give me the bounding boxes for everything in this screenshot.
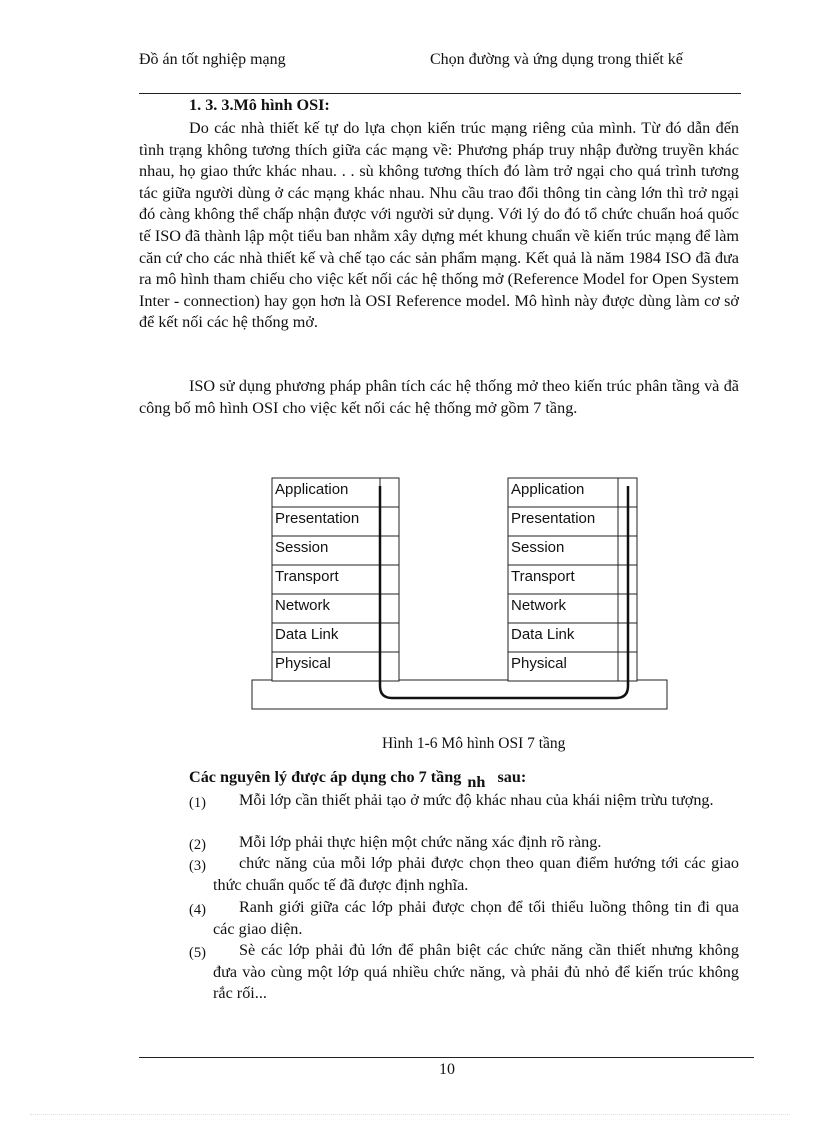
list-item-number: (4)	[189, 902, 206, 918]
list-item	[189, 832, 739, 854]
page-number: 10	[439, 1061, 455, 1078]
list-item	[189, 897, 739, 940]
list-item-text: Mỗi lớp cần thiết phải tạo ở mức độ khác nhau của khái niệm trừu tượng.	[239, 791, 714, 809]
left-layer-presentation: Presentation	[275, 510, 360, 527]
left-layer-data-link: Data Link	[275, 626, 339, 643]
right-layer-physical: Physical	[511, 655, 567, 672]
paragraph-intro: Do các nhà thiết kế tự do lựa chọn kiến trúc mạng riêng của mình. Từ đó dẫn đến tình trạng không tương thích giữa các mạng về: Phương pháp truy nhập đường truyền khác nhau, họ giao thức khác nhau. . . sù không tương thích đó làm trở ngại cho quá trình tương tác giữa người dùng ở các mạng khác nhau. Nhu cầu trao đổi thông tin càng lớn thì trở ngại đó càng không thể chấp nhận được với người sử dụng. Với lý do đó tổ chức chuẩn hoá quốc tế ISO đã thành lập một tiểu ban nhằm xây dựng mét khung chuẩn về kiến trúc mạng để làm căn cứ cho các nhà thiết kế và chế tạo các sản phẩm mạng. Kết quả là năm 1984 ISO đã đưa ra mô hình tham chiếu cho việc kết nối các hệ thống mở (Reference Model for Open System Inter - connection) hay gọn hơn là OSI Reference model. Mô hình này được dùng làm cơ sở để kết nối các hệ thống mở.	[139, 119, 739, 332]
right-layer-application: Application	[511, 481, 585, 498]
list-item	[189, 853, 739, 896]
principles-heading-main: Các nguyên lý được áp dụng cho 7 tầng	[189, 768, 462, 786]
figure-caption: Hình 1-6 Mô hình OSI 7 tầng	[382, 735, 566, 752]
principles-heading-sub: nh	[467, 773, 486, 791]
section-heading: 1. 3. 3.Mô hình OSI:	[189, 96, 330, 114]
physical-medium-box	[252, 680, 667, 709]
principles-heading-end: sau:	[497, 768, 527, 786]
list-item-text: Ranh giới giữa các lớp phải được chọn để tối thiểu luồng thông tin đi qua các giao diện.	[213, 898, 739, 938]
right-layer-transport: Transport	[511, 568, 575, 585]
right-layer-network: Network	[511, 597, 567, 614]
page-bottom-border	[30, 1114, 790, 1115]
right-layer-data-link: Data Link	[511, 626, 575, 643]
left-layer-session: Session	[275, 539, 329, 556]
paragraph-iso: ISO sử dụng phương pháp phân tích các hệ thống mở theo kiến trúc phân tầng và đã công bố mô hình OSI cho việc kết nối các hệ thống mở gồm 7 tầng.	[139, 377, 739, 417]
left-layer-transport: Transport	[275, 568, 339, 585]
list-item-text: Mỗi lớp phải thực hiện một chức năng xác định rõ ràng.	[239, 833, 602, 851]
list-item-number: (2)	[189, 837, 206, 853]
list-item-number: (1)	[189, 795, 206, 811]
header-left: Đồ án tốt nghiệp mạng	[139, 51, 286, 68]
list-item	[189, 940, 739, 1005]
list-item-number: (5)	[189, 945, 206, 961]
left-layer-network: Network	[275, 597, 331, 614]
left-layer-physical: Physical	[275, 655, 331, 672]
list-item-text: chức năng của mỗi lớp phải được chọn theo quan điểm hướng tới các giao thức chuẩn quốc tế đã được định nghĩa.	[213, 854, 739, 894]
right-layer-session: Session	[511, 539, 565, 556]
principles-heading	[189, 768, 527, 791]
left-layer-application: Application	[275, 481, 349, 498]
footer-rule	[139, 1057, 754, 1058]
list-item-number: (3)	[189, 858, 206, 874]
right-layer-presentation: Presentation	[511, 510, 596, 527]
list-item	[189, 790, 739, 812]
header-right: Chọn đường và ứng dụng trong thiết kế	[430, 51, 683, 68]
list-item-text: Sè các lớp phải đủ lớn để phân biệt các chức năng cần thiết nhưng không đưa vào cùng một lớp quá nhiều chức năng, và phải đủ nhỏ để kiến trúc không rắc rối...	[213, 941, 739, 1002]
